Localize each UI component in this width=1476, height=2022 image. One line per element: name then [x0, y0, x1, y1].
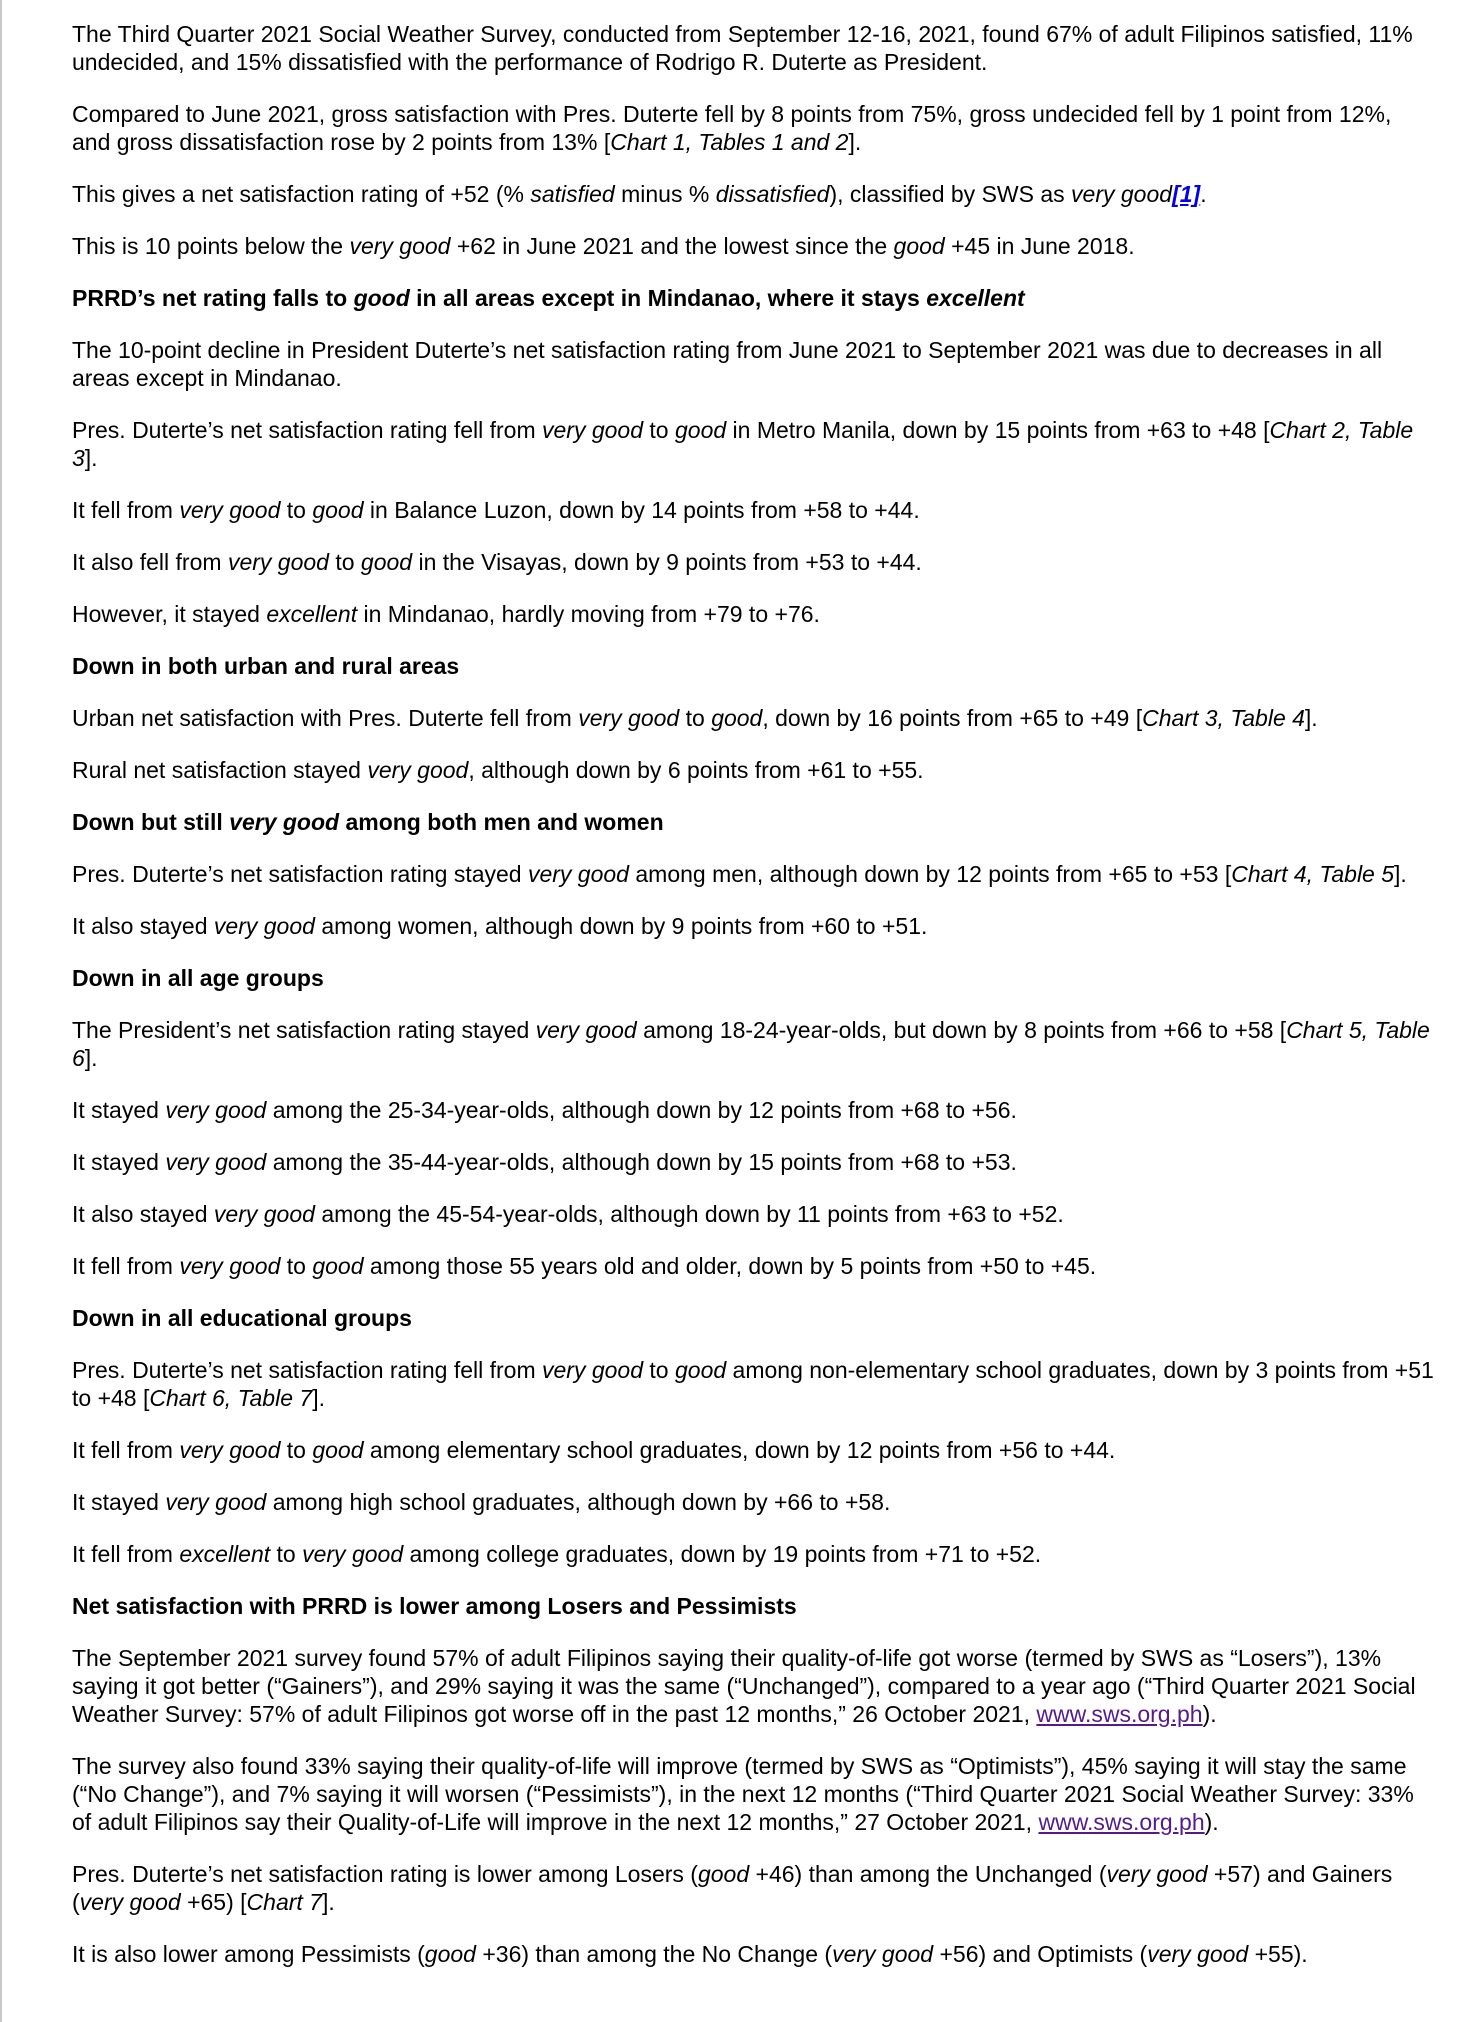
text-segment: Pres. Duterte’s net satisfaction rating is lower among Losers ( — [72, 1861, 698, 1887]
paragraph — [72, 1252, 1434, 1280]
italic-text: very good — [542, 1357, 644, 1383]
paragraph — [72, 1488, 1434, 1516]
paragraph — [72, 496, 1434, 524]
italic-text: very good — [79, 1889, 181, 1915]
text-segment: . — [1200, 181, 1207, 207]
paragraph — [72, 1148, 1434, 1176]
text-segment: It also fell from — [72, 549, 228, 575]
italic-text: good — [360, 549, 413, 575]
italic-text: very good — [213, 913, 315, 939]
text-segment: ]. — [321, 1889, 335, 1915]
italic-text: good — [312, 497, 364, 523]
text-segment: It fell from — [72, 1253, 180, 1279]
text-segment: The 10-point decline in President Duterte’s net satisfaction rating from June 2021 to September 2021 was due to decreases in all areas except in Mindanao. — [72, 337, 1383, 391]
italic-text: good — [424, 1941, 476, 1967]
text-segment: Net satisfaction with PRRD is lower among Losers and Pessimists — [72, 1593, 797, 1619]
text-segment: to — [280, 1253, 313, 1279]
text-segment: among the 35-44-year-olds, although down by 15 points from +68 to +53. — [266, 1149, 1017, 1175]
text-segment: Pres. Duterte’s net satisfaction rating stayed — [72, 861, 528, 887]
text-segment: among high school graduates, although down by +66 to +58. — [266, 1489, 891, 1515]
italic-text: Chart 4, Table 5 — [1231, 861, 1395, 887]
italic-text: very good — [229, 809, 340, 835]
text-segment: , although down by 6 points from +61 to +55. — [468, 757, 924, 783]
text-segment: Pres. Duterte’s net satisfaction rating fell from — [72, 1357, 542, 1383]
italic-text: good — [312, 1437, 364, 1463]
section-heading — [72, 808, 1434, 836]
text-segment: It also stayed — [72, 913, 214, 939]
text-segment: to — [643, 1357, 675, 1383]
text-segment: It stayed — [72, 1097, 166, 1123]
italic-text: excellent — [926, 285, 1025, 311]
paragraph — [72, 548, 1434, 576]
italic-text: Chart 5, Table 6 — [72, 1017, 1430, 1071]
paragraph — [72, 180, 1434, 208]
text-segment: The President’s net satisfaction rating stayed — [72, 1017, 536, 1043]
text-segment: ). — [1202, 1701, 1217, 1727]
text-segment: This is 10 points below the — [72, 233, 350, 259]
text-segment: It is also lower among Pessimists ( — [72, 1941, 425, 1967]
text-segment: It fell from — [72, 1541, 180, 1567]
italic-text: very good — [1147, 1941, 1249, 1967]
italic-text: very good — [165, 1489, 267, 1515]
paragraph — [72, 416, 1434, 472]
text-segment: among the 25-34-year-olds, although down by 12 points from +68 to +56. — [266, 1097, 1017, 1123]
text-segment: It stayed — [72, 1489, 166, 1515]
text-segment: ]. — [84, 445, 98, 471]
italic-text: very good — [1106, 1861, 1208, 1887]
text-segment: ]. — [312, 1385, 325, 1411]
text-segment: This gives a net satisfaction rating of +52 (% — [72, 181, 531, 207]
text-segment: minus % — [614, 181, 716, 207]
text-segment: to — [679, 705, 712, 731]
paragraph — [72, 912, 1434, 940]
text-segment: +65) [ — [180, 1889, 247, 1915]
italic-text: Chart 2, Table 3 — [72, 417, 1414, 471]
paragraph — [72, 1096, 1434, 1124]
italic-text: very good — [165, 1097, 267, 1123]
text-segment: It stayed — [72, 1149, 166, 1175]
italic-text: very good — [1071, 181, 1173, 207]
text-segment: +55). — [1248, 1941, 1308, 1967]
text-segment: However, it stayed — [72, 601, 267, 627]
italic-text: Chart 3, Table 4 — [1142, 705, 1305, 731]
italic-text: good — [711, 705, 763, 731]
paragraph — [72, 1644, 1434, 1728]
text-segment: Down in all educational groups — [72, 1305, 412, 1331]
text-segment: Down in all age groups — [72, 965, 324, 991]
text-segment: +46) than among the Unchanged ( — [749, 1861, 1107, 1887]
text-segment: The Third Quarter 2021 Social Weather Survey, conducted from September 12-16, 2021, found 67% of adult Filipinos satisfied, 11% undecided, and 15% dissatisfied with the performance of Rodrigo R. Duterte as President. — [72, 21, 1413, 75]
footnote-link[interactable]: [1] — [1172, 181, 1201, 207]
text-segment: Down but still — [72, 809, 230, 835]
italic-text: excellent — [266, 601, 358, 627]
paragraph — [72, 600, 1434, 628]
italic-text: good — [893, 233, 945, 259]
italic-text: very good — [527, 861, 629, 887]
text-segment: among non-elementary school graduates, down by 3 points from +51 to +48 [ — [72, 1357, 1434, 1411]
italic-text: Chart 7 — [246, 1889, 322, 1915]
paragraph — [72, 232, 1434, 260]
text-segment: to — [270, 1541, 303, 1567]
paragraph — [72, 20, 1434, 76]
italic-text: very good — [227, 549, 329, 575]
section-heading — [72, 1592, 1434, 1620]
italic-text: very good — [302, 1541, 404, 1567]
section-heading — [72, 284, 1434, 312]
text-segment: ]. — [1304, 705, 1318, 731]
text-segment: among college graduates, down by 19 points from +71 to +52. — [403, 1541, 1042, 1567]
text-segment: ). — [1204, 1809, 1219, 1835]
text-segment: among men, although down by 12 points from +65 to +53 [ — [628, 861, 1232, 887]
text-segment: +45 in June 2018. — [944, 233, 1135, 259]
text-segment: to — [643, 417, 675, 443]
text-segment: to — [328, 549, 361, 575]
text-segment: The survey also found 33% saying their quality-of-life will improve (termed by SWS as “Optimists”), 45% saying it will stay the same (“No Change”), and 7% saying it will worsen (“Pessimists”), in the next 12 months (“Third Quarter 2021 Social Weather Survey: 33% of adult Filipinos say their Quality-of-Life will improve in the next 12 months,” 27 October 2021, — [72, 1753, 1414, 1835]
text-segment: Rural net satisfaction stayed — [72, 757, 368, 783]
italic-text: very good — [349, 233, 451, 259]
paragraph — [72, 1436, 1434, 1464]
paragraph — [72, 1356, 1434, 1412]
text-segment: It fell from — [72, 497, 180, 523]
italic-text: dissatisfied — [715, 181, 830, 207]
text-segment: among those 55 years old and older, down by 5 points from +50 to +45. — [363, 1253, 1097, 1279]
paragraph — [72, 336, 1434, 392]
text-segment: among women, although down by 9 points from +60 to +51. — [314, 913, 928, 939]
italic-text: very good — [367, 757, 469, 783]
text-segment: Pres. Duterte’s net satisfaction rating fell from — [72, 417, 542, 443]
text-segment: among both men and women — [339, 809, 664, 835]
italic-text: Chart 6, Table 7 — [149, 1385, 313, 1411]
paragraph — [72, 704, 1434, 732]
section-heading — [72, 964, 1434, 992]
section-heading — [72, 652, 1434, 680]
paragraph — [72, 1940, 1434, 1968]
text-segment: , down by 16 points from +65 to +49 [ — [762, 705, 1143, 731]
paragraph — [72, 1752, 1434, 1836]
italic-text: very good — [542, 417, 644, 443]
text-segment: It fell from — [72, 1437, 180, 1463]
text-segment: +57) and Gainers ( — [72, 1861, 1393, 1915]
text-segment: +56) and Optimists ( — [933, 1941, 1148, 1967]
italic-text: good — [697, 1861, 750, 1887]
text-segment: in all areas except in Mindanao, where it stays — [409, 285, 927, 311]
text-segment: +36) than among the No Change ( — [475, 1941, 833, 1967]
italic-text: Chart 1, Tables 1 and 2 — [610, 129, 849, 155]
paragraph — [72, 860, 1434, 888]
italic-text: good — [674, 1357, 727, 1383]
text-segment: in the Visayas, down by 9 points from +53 to +44. — [412, 549, 922, 575]
italic-text: very good — [535, 1017, 637, 1043]
sws-website-link[interactable]: www.sws.org.ph — [1038, 1809, 1205, 1835]
text-segment: among 18-24-year-olds, but down by 8 points from +66 to +58 [ — [636, 1017, 1287, 1043]
italic-text: very good — [832, 1941, 934, 1967]
text-segment: to — [280, 1437, 313, 1463]
paragraph — [72, 1540, 1434, 1568]
text-segment: to — [280, 497, 313, 523]
text-segment: +62 in June 2021 and the lowest since the — [450, 233, 894, 259]
italic-text: very good — [179, 497, 281, 523]
text-segment: PRRD’s net rating falls to — [72, 285, 354, 311]
text-segment: among the 45-54-year-olds, although down by 11 points from +63 to +52. — [314, 1201, 1064, 1227]
text-segment: ]. — [848, 129, 862, 155]
text-segment: in Balance Luzon, down by 14 points from +58 to +44. — [363, 497, 920, 523]
italic-text: very good — [165, 1149, 267, 1175]
text-segment: It also stayed — [72, 1201, 214, 1227]
paragraph — [72, 756, 1434, 784]
italic-text: very good — [179, 1253, 281, 1279]
sws-website-link[interactable]: www.sws.org.ph — [1036, 1701, 1203, 1727]
text-segment: ]. — [1394, 861, 1407, 887]
text-segment: ]. — [84, 1045, 98, 1071]
section-heading — [72, 1304, 1434, 1332]
text-segment: ), classified by SWS as — [829, 181, 1072, 207]
italic-text: excellent — [179, 1541, 271, 1567]
article-body — [72, 20, 1434, 1992]
text-segment: among elementary school graduates, down by 12 points from +56 to +44. — [363, 1437, 1116, 1463]
italic-text: very good — [213, 1201, 315, 1227]
italic-text: very good — [578, 705, 680, 731]
text-segment: Down in both urban and rural areas — [72, 653, 460, 679]
paragraph — [72, 100, 1434, 156]
paragraph — [72, 1200, 1434, 1228]
text-segment: Compared to June 2021, gross satisfaction with Pres. Duterte fell by 8 points from 75%, gross undecided fell by 1 point from 12%, and gross dissatisfaction rose by 2 points from 13% [ — [72, 101, 1392, 155]
text-segment: The September 2021 survey found 57% of adult Filipinos saying their quality-of-life got worse (termed by SWS as “Losers”), 13% saying it got better (“Gainers”), and 29% saying it was the same (“Unchanged”), compared to a year ago (“Third Quarter 2021 Social Weather Survey: 57% of adult Filipinos got worse off in the past 12 months,” 26 October 2021, — [72, 1645, 1416, 1727]
italic-text: good — [353, 285, 410, 311]
italic-text: good — [674, 417, 727, 443]
text-segment: in Metro Manila, down by 15 points from +63 to +48 [ — [726, 417, 1270, 443]
italic-text: good — [312, 1253, 364, 1279]
text-segment: in Mindanao, hardly moving from +79 to +76. — [357, 601, 820, 627]
italic-text: satisfied — [530, 181, 615, 207]
paragraph — [72, 1860, 1434, 1916]
text-segment: Urban net satisfaction with Pres. Duterte fell from — [72, 705, 579, 731]
italic-text: very good — [179, 1437, 281, 1463]
paragraph — [72, 1016, 1434, 1072]
